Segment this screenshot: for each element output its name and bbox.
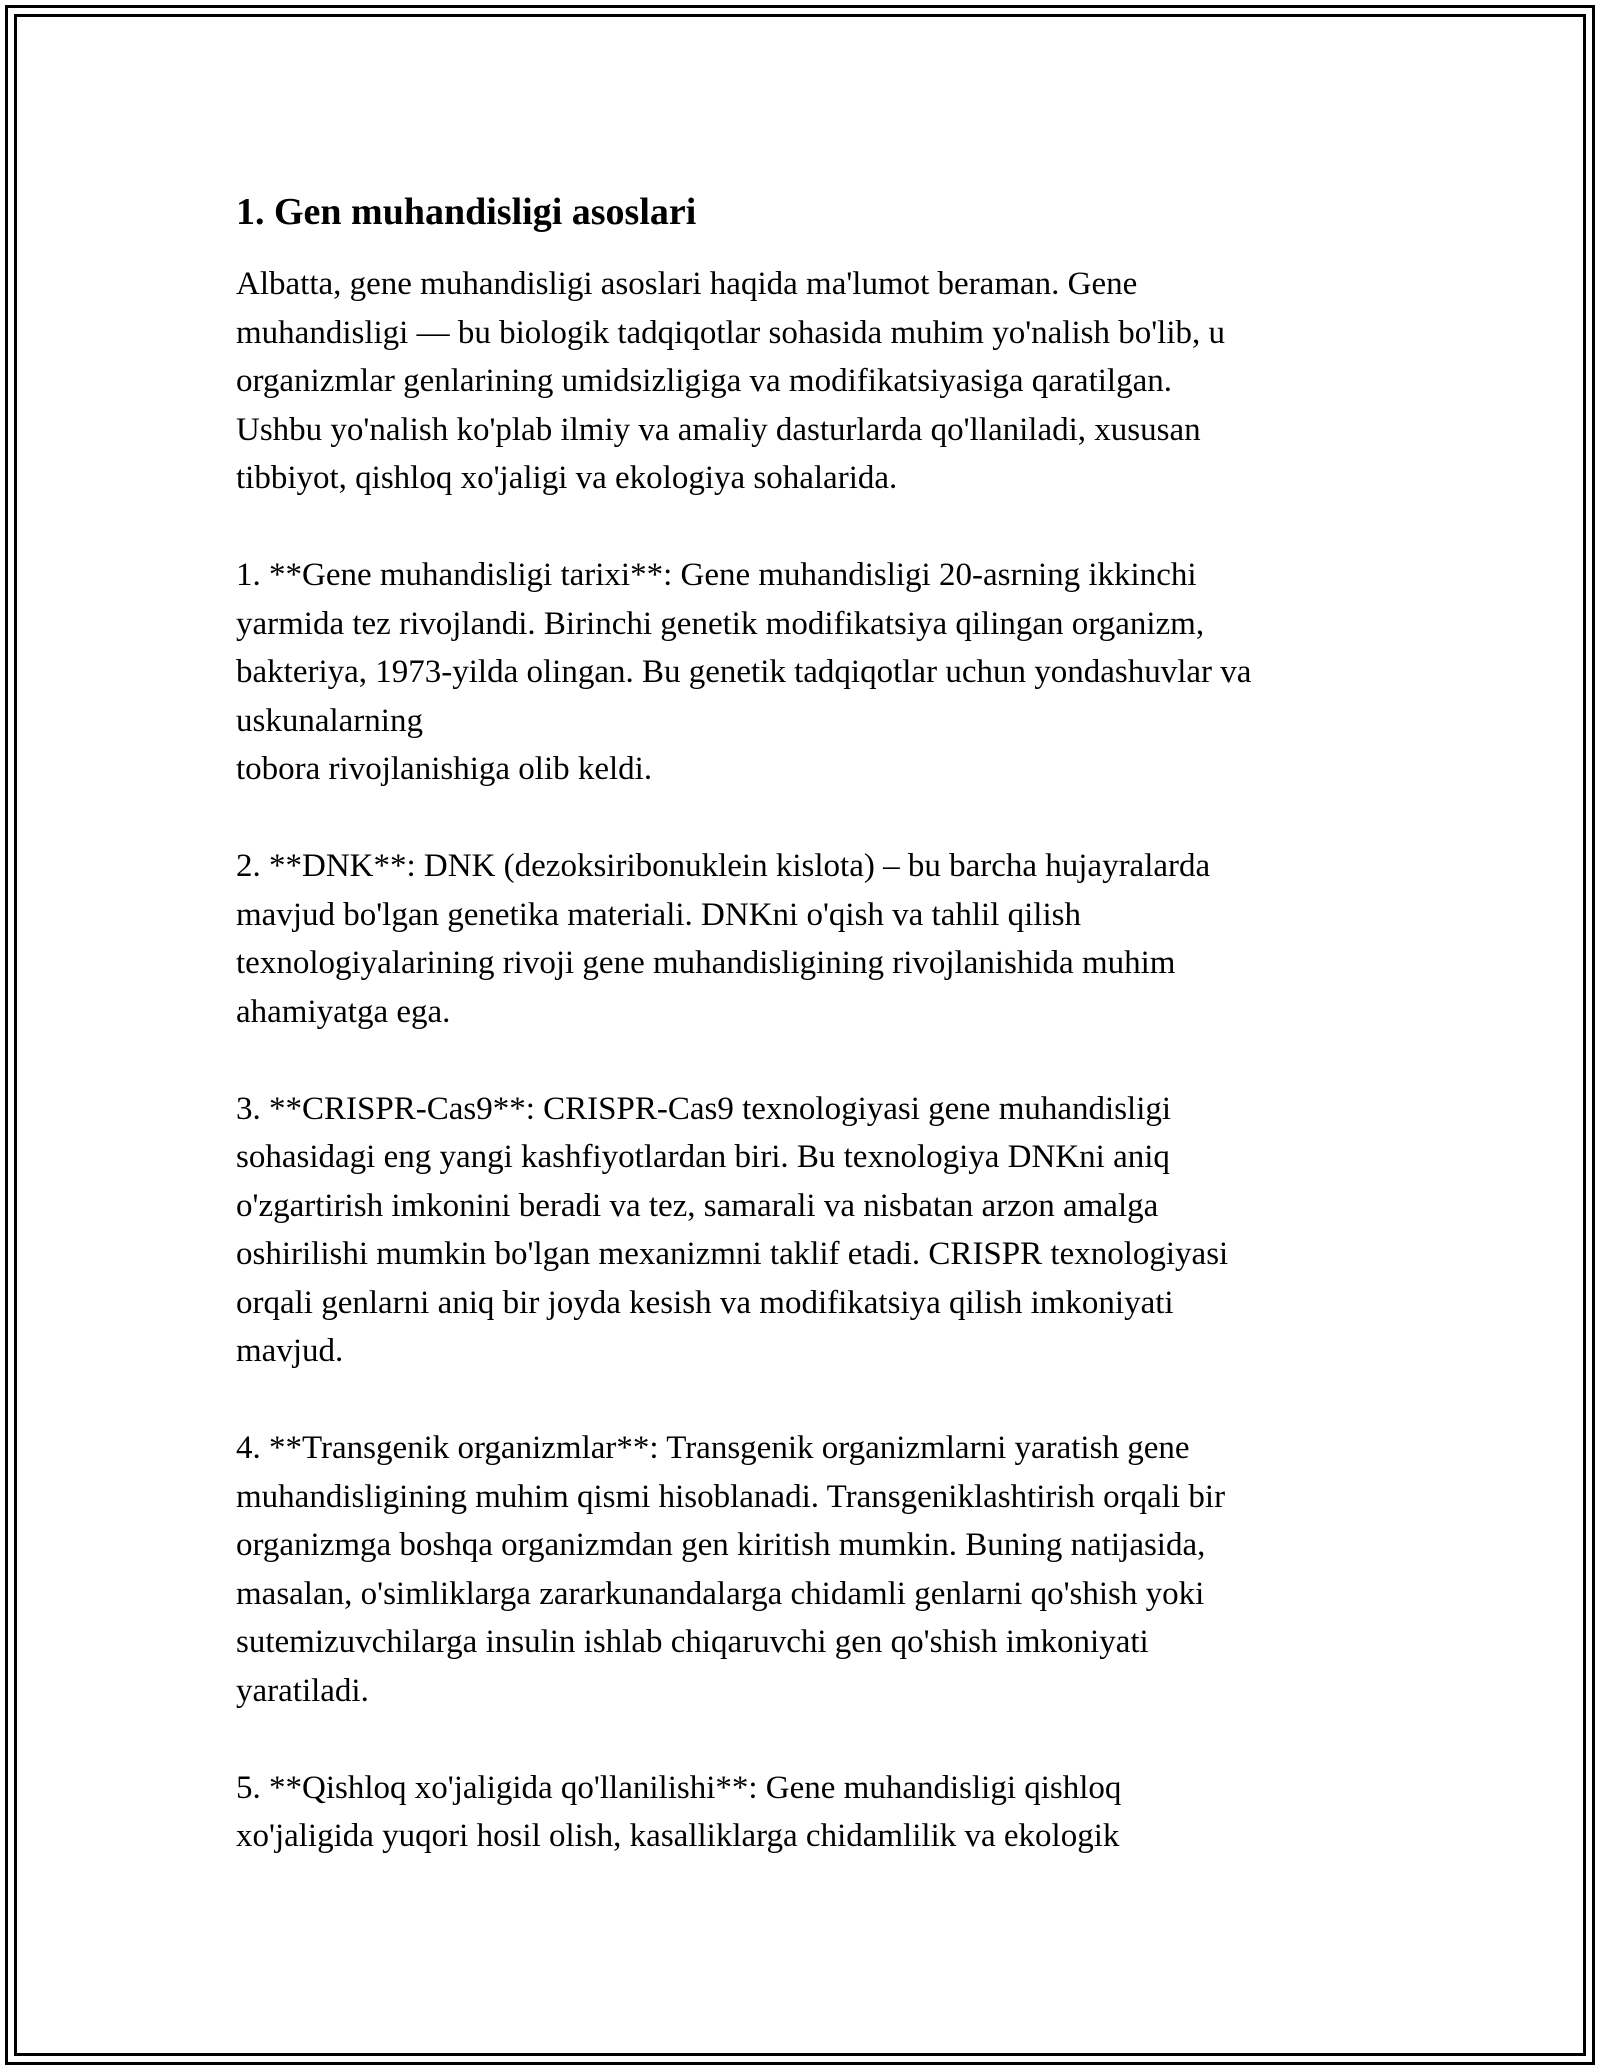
text-line: sohasidagi eng yangi kashfiyotlardan biri. Bu texnologiya DNKni aniq (236, 1139, 1170, 1175)
document-body (236, 184, 1376, 1909)
text-line: muhandisligi — bu biologik tadqiqotlar sohasida muhim yo'nalish bo'lib, u (236, 314, 1226, 351)
text-line: yarmida tez rivojlandi. Birinchi genetik modifikatsiya qilingan organizm, (236, 605, 1205, 642)
text-line: organizmga boshqa organizmdan gen kiritish mumkin. Buning natijasida, (236, 1527, 1206, 1563)
text-line: 5. **Qishloq xo'jaligida qo'llanilishi**: Gene muhandisligi qishloq (236, 1769, 1122, 1806)
text-line: xo'jaligida yuqori hosil olish, kasalliklarga chidamlilik va ekologik (236, 1818, 1120, 1854)
paragraph-dna (236, 842, 1376, 1036)
text-line: 3. **CRISPR-Cas9**: CRISPR-Cas9 texnologiyasi gene muhandisligi (236, 1090, 1172, 1127)
text-line: 2. **DNK**: DNK (dezoksiribonuklein kislota) – bu barcha hujayralarda (236, 848, 1211, 884)
paragraph-crispr (236, 1085, 1376, 1376)
text-line: mavjud. (236, 1333, 344, 1369)
paragraph-transgenic (236, 1424, 1376, 1715)
text-line: 4. **Transgenik organizmlar**: Transgenik organizmlarni yaratish gene (236, 1430, 1190, 1466)
text-line: bakteriya, 1973-yilda olingan. Bu genetik tadqiqotlar uchun yondashuvlar va (236, 654, 1252, 690)
text-line: yaratiladi. (236, 1672, 369, 1709)
paragraph-history (236, 551, 1376, 794)
text-line: oshirilishi mumkin bo'lgan mexanizmni taklif etadi. CRISPR texnologiyasi (236, 1236, 1229, 1272)
text-line: tibbiyot, qishloq xo'jaligi va ekologiya sohalarida. (236, 460, 898, 496)
text-line: tobora rivojlanishiga olib keldi. (236, 751, 653, 787)
text-line: sutemizuvchilarga insulin ishlab chiqaruvchi gen qo'shish imkoniyati (236, 1624, 1149, 1660)
text-line: 1. **Gene muhandisligi tarixi**: Gene muhandisligi 20-asrning ikkinchi (236, 557, 1197, 593)
text-line: texnologiyalarining rivoji gene muhandisligining rivojlanishida muhim (236, 945, 1176, 981)
text-line: uskunalarning (236, 702, 423, 739)
text-line: mavjud bo'lgan genetika materiali. DNKni o'qish va tahlil qilish (236, 896, 1081, 933)
paragraph-intro (236, 260, 1376, 503)
text-line: orqali genlarni aniq bir joyda kesish va modifikatsiya qilish imkoniyati (236, 1284, 1174, 1321)
text-line: o'zgartirish imkonini beradi va tez, samarali va nisbatan arzon amalga (236, 1187, 1159, 1224)
text-line: Ushbu yo'nalish ko'plab ilmiy va amaliy dasturlarda qo'llaniladi, xususan (236, 411, 1201, 448)
text-line: ahamiyatga ega. (236, 993, 451, 1030)
text-line: Albatta, gene muhandisligi asoslari haqida ma'lumot beraman. Gene (236, 266, 1138, 302)
section-heading: 1. Gen muhandisligi asoslari (236, 191, 697, 233)
text-line: organizmlar genlarining umidsizligiga va modifikatsiyasiga qaratilgan. (236, 363, 1172, 399)
text-line: masalan, o'simliklarga zararkunandalarga chidamli genlarni qo'shish yoki (236, 1575, 1205, 1612)
paragraph-agriculture (236, 1764, 1376, 1861)
text-line: muhandisligining muhim qismi hisoblanadi. Transgeniklashtirish orqali bir (236, 1478, 1226, 1515)
